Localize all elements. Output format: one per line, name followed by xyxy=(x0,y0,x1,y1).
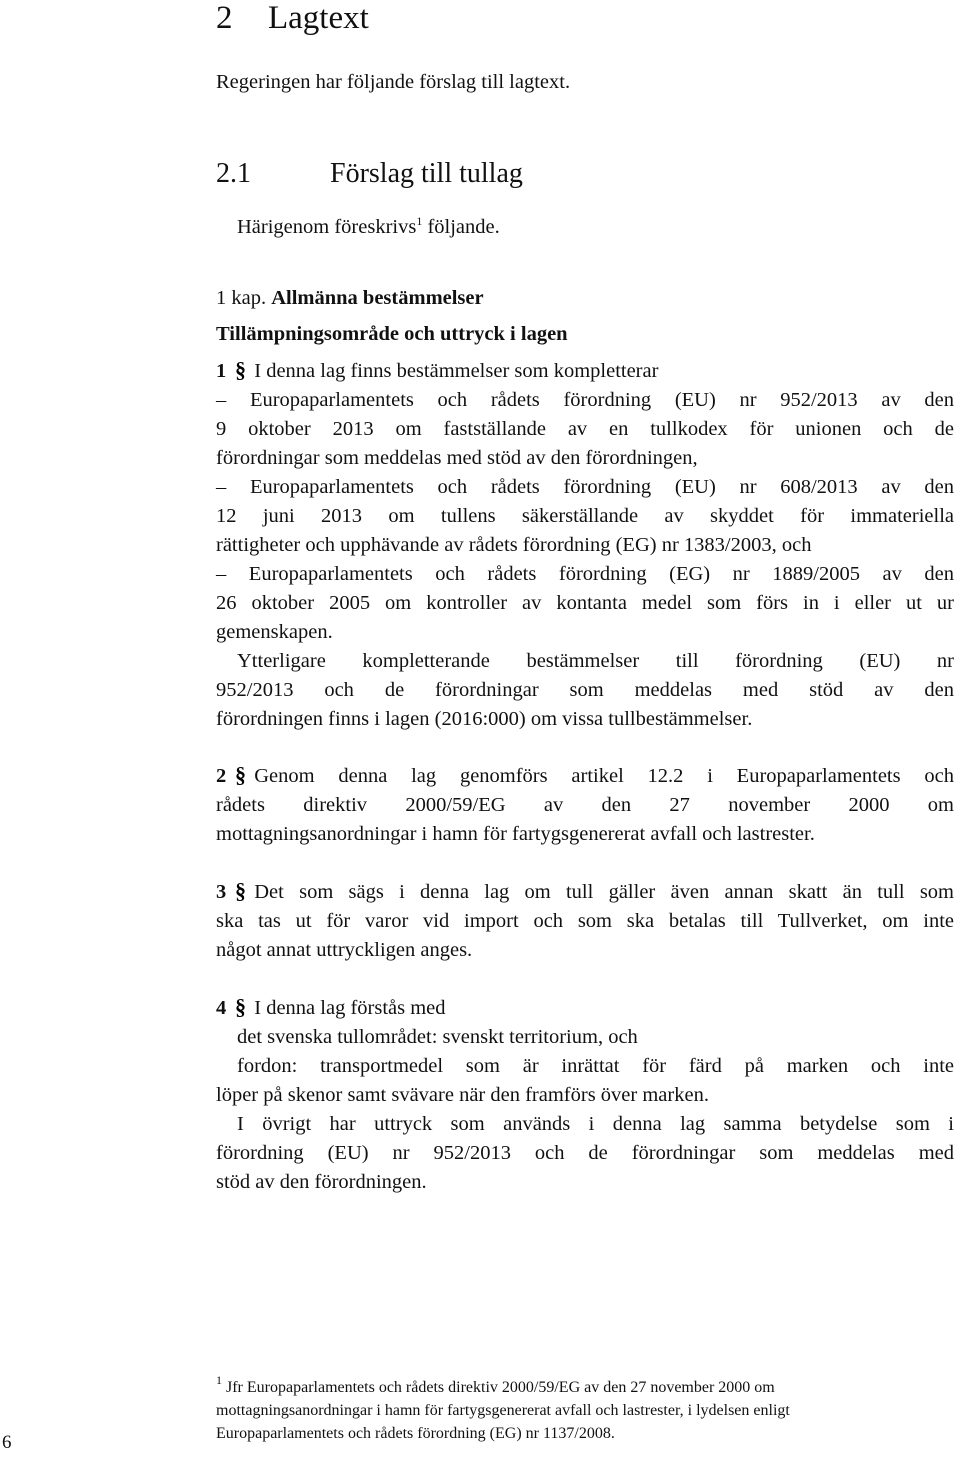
definition-2-line-1: fordon: transportmedel som är inrättat för färd på marken och inte xyxy=(237,1055,954,1077)
svg-text:§: § xyxy=(235,881,247,901)
heading-title: Lagtext xyxy=(268,0,369,36)
section-2-line-1: 2 § Genom denna lag genomförs artikel 12.2 i Europaparlamentets och xyxy=(216,762,954,791)
svg-text:§: § xyxy=(235,997,247,1017)
dash-item-2-line-1: – Europaparlamentets och rådets förordning (EU) nr 608/2013 av den xyxy=(216,476,954,498)
dash-item-2-line-3: rättigheter och upphävande av rådets förordning (EG) nr 1383/2003, och xyxy=(216,534,812,556)
subheading-title: Förslag till tullag xyxy=(330,158,523,189)
dash-item-3-line-2: 26 oktober 2005 om kontroller av kontanta medel som förs in i eller ut ur xyxy=(216,592,954,614)
section-3-number: 3 xyxy=(216,881,227,903)
section-sign-icon xyxy=(234,997,250,1017)
dash-2: – xyxy=(216,476,250,498)
section-3-line-3: något annat uttryckligen anges. xyxy=(216,939,473,961)
intro-text: Regeringen har följande förslag till lagtext. xyxy=(216,71,571,93)
section-sign-icon xyxy=(234,881,250,901)
heading-number: 2 xyxy=(216,0,233,36)
footnote-line-1: $^1$ Jfr Europaparlamentets och rådets direktiv 2000/59/EG av den 27 november 2000 om xyxy=(216,1373,775,1396)
section-1-lead-text: I denna lag finns bestämmelser som kompletterar xyxy=(254,360,659,382)
enacting-before: Härigenom föreskrivs xyxy=(237,216,417,238)
section-sign-icon xyxy=(234,765,250,785)
dash-item-3-line-3: gemenskapen. xyxy=(216,621,333,643)
section-1-number: 1 xyxy=(216,360,227,382)
chapter-title: Allmänna bestämmelser xyxy=(271,287,484,309)
section-heading: Tillämpningsområde och uttryck i lagen xyxy=(216,323,568,345)
section-2-line-3: mottagningsanordningar i hamn för fartygsgenererat avfall och lastrester. xyxy=(216,823,815,845)
definition-1: det svenska tullområdet: svenskt territorium, och xyxy=(237,1026,638,1048)
section-4-p2-line-3: stöd av den förordningen. xyxy=(216,1171,427,1193)
section-sign-icon xyxy=(234,360,250,380)
dash-1: – xyxy=(216,389,250,411)
enacting-clause xyxy=(237,213,500,242)
dash-item-1-line-3: förordningar som meddelas med stöd av den förordningen, xyxy=(216,447,698,469)
section-1-p2-line-2: 952/2013 och de förordningar som meddelas med stöd av den xyxy=(216,679,954,701)
section-4-number: 4 xyxy=(216,997,227,1019)
section-1-lead xyxy=(216,357,658,386)
dash-3: – xyxy=(216,563,249,585)
section-4-p2-line-2: förordning (EU) nr 952/2013 och de förordningar som meddelas med xyxy=(216,1142,954,1164)
section-4-lead: 4 § I denna lag förstås med xyxy=(216,994,446,1023)
chapter-heading xyxy=(216,284,484,313)
chapter-prefix: 1 kap. xyxy=(216,287,267,309)
section-3-line-2: ska tas ut för varor vid import och som ska betalas till Tullverket, om inte xyxy=(216,910,954,932)
enacting-after: följande. xyxy=(427,216,500,238)
svg-text:§: § xyxy=(235,360,247,380)
section-1-p2-line-1: Ytterligare kompletterande bestämmelser till förordning (EU) nr xyxy=(237,650,954,672)
dash-item-1-line-2: 9 oktober 2013 om fastställande av en tullkodex för unionen och de xyxy=(216,418,954,440)
footnote-marker: 1 xyxy=(216,1373,222,1387)
dash-item-2-line-2: 12 juni 2013 om tullens säkerställande av skyddet för immateriella xyxy=(216,505,954,527)
footnote-line-2: mottagningsanordningar i hamn för fartygsgenererat avfall och lastrester, i lydelsen enligt xyxy=(216,1402,790,1419)
footnote-ref: 1 xyxy=(416,214,423,228)
footnote-line-3: Europaparlamentets och rådets förordning (EG) nr 1137/2008. xyxy=(216,1425,615,1442)
section-1-p2-line-3: förordningen finns i lagen (2016:000) om vissa tullbestämmelser. xyxy=(216,708,753,730)
definition-2-line-2: löper på skenor samt svävare när den framförs över marken. xyxy=(216,1084,709,1106)
page-number: 6 xyxy=(2,1432,12,1453)
subheading-number: 2.1 xyxy=(216,158,251,189)
svg-text:§: § xyxy=(235,765,247,785)
section-2-number: 2 xyxy=(216,765,227,787)
section-2-line-2: rådets direktiv 2000/59/EG av den 27 november 2000 om xyxy=(216,794,954,816)
section-3-line-1: 3 § Det som sägs i denna lag om tull gäller även annan skatt än tull som xyxy=(216,878,954,907)
dash-item-1-line-1: – Europaparlamentets och rådets förordning (EU) nr 952/2013 av den xyxy=(216,389,954,411)
dash-item-3-line-1: – Europaparlamentets och rådets förordning (EG) nr 1889/2005 av den xyxy=(216,563,954,585)
section-4-p2-line-1: I övrigt har uttryck som används i denna lag samma betydelse som i xyxy=(237,1113,954,1135)
